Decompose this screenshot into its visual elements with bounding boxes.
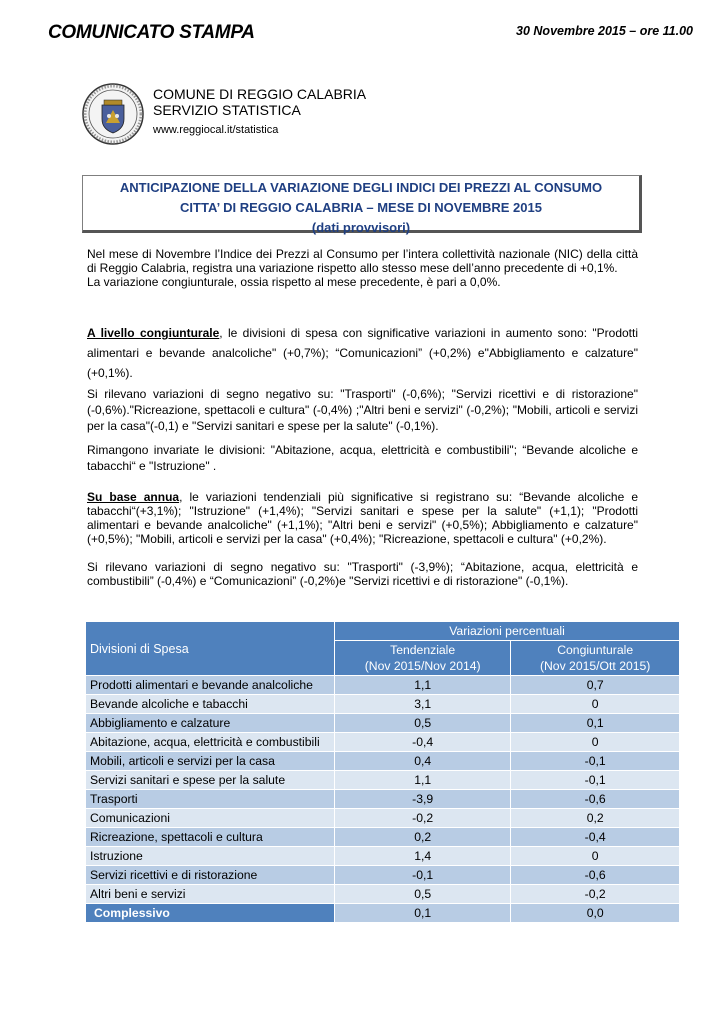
annua-label: Su base annua — [87, 490, 180, 504]
table-total-row — [86, 904, 680, 923]
division-cell: Mobili, articoli e servizi per la casa — [86, 752, 335, 771]
tendenziale-cell: -3,9 — [335, 790, 511, 809]
table-row — [86, 866, 680, 885]
congiunturale-label: A livello congiunturale — [87, 326, 220, 340]
table-row — [86, 771, 680, 790]
intro-section — [87, 247, 638, 289]
congiunturale-cell: -0,4 — [511, 828, 680, 847]
congiunturale-col-label: Congiunturale — [557, 643, 634, 657]
congiunturale-text: , le divisioni di spesa con significative variazioni in aumento sono: "Prodotti alimentari e bevande analcoliche" (+0,7%); “Comunicazioni” (+0,2%) e"Abbigliamento e calzature" (+0,1%). — [87, 326, 639, 380]
congiunturale-paragraph — [87, 323, 638, 383]
congiunturale-cell: -0,1 — [511, 752, 680, 771]
tendenziale-cell: 0,2 — [335, 828, 511, 847]
congiunturale-negative-paragraph: Si rilevano variazioni di segno negativo su: "Trasporti" (-0,6%); "Servizi ricettivi e di ristorazione" (-0,6%)."Ricreazione, spettacoli e cultura" (-0,4%) ;"Altri beni e servizi" (-0,2%); "Mobili, articoli e servizi per la casa"(-0,1) e "Servizi sanitari e spese per la salute" (-0,1%). — [87, 387, 638, 433]
column-header-congiunturale — [511, 641, 680, 676]
table-row — [86, 676, 680, 695]
division-cell: Istruzione — [86, 847, 335, 866]
annua-negative-paragraph: Si rilevano variazioni di segno negativo su: "Trasporti" (-3,9%); “Abitazione, acqua, elettricità e combustibili” (-0,4%) e “Comunicazioni” (-0,2%)e "Servizi ricettivi e di ristorazione" (-0,1%). — [87, 560, 638, 588]
table-row — [86, 847, 680, 866]
congiunturale-period: (Nov 2015/Ott 2015) — [539, 659, 651, 673]
tendenziale-period: (Nov 2015/Nov 2014) — [364, 659, 481, 673]
division-cell: Comunicazioni — [86, 809, 335, 828]
column-group-header: Variazioni percentuali — [335, 622, 680, 641]
table-row — [86, 695, 680, 714]
division-cell: Bevande alcoliche e tabacchi — [86, 695, 335, 714]
table-row — [86, 885, 680, 904]
organization-block — [153, 86, 366, 138]
table-row — [86, 790, 680, 809]
city-seal-icon — [82, 83, 144, 145]
table-row — [86, 752, 680, 771]
tendenziale-cell: -0,1 — [335, 866, 511, 885]
table-row — [86, 828, 680, 847]
division-cell: Servizi sanitari e spese per la salute — [86, 771, 335, 790]
annua-paragraph — [87, 490, 638, 546]
org-name: COMUNE DI REGGIO CALABRIA — [153, 86, 367, 102]
congiunturale-section — [87, 323, 638, 474]
page-title: COMUNICATO STAMPA — [48, 22, 255, 43]
total-tend-cell: 0,1 — [335, 904, 511, 923]
total-cong-cell: 0,0 — [511, 904, 680, 923]
congiunturale-cell: 0 — [511, 733, 680, 752]
congiunturale-cell: 0 — [511, 847, 680, 866]
division-cell: Abbigliamento e calzature — [86, 714, 335, 733]
congiunturale-cell: 0,1 — [511, 714, 680, 733]
price-variation-table — [85, 621, 680, 923]
division-cell: Ricreazione, spettacoli e cultura — [86, 828, 335, 847]
division-cell: Abitazione, acqua, elettricità e combustibili — [86, 733, 335, 752]
division-cell: Trasporti — [86, 790, 335, 809]
congiunturale-cell: -0,6 — [511, 790, 680, 809]
division-cell: Servizi ricettivi e di ristorazione — [86, 866, 335, 885]
table-row — [86, 733, 680, 752]
intro-paragraph: Nel mese di Novembre l’Indice dei Prezzi al Consumo per l’intera collettività nazionale (NIC) della città di Reggio Calabria, registra una variazione rispetto allo stesso mese dell’anno precedente di +0,1%. — [87, 247, 638, 275]
tendenziale-cell: 3,1 — [335, 695, 511, 714]
headline-line-1: ANTICIPAZIONE DELLA VARIAZIONE DEGLI INDICI DEI PREZZI AL CONSUMO — [119, 180, 603, 195]
table-row — [86, 809, 680, 828]
annua-section — [87, 490, 638, 588]
tendenziale-cell: 1,1 — [335, 771, 511, 790]
column-header-tendenziale — [335, 641, 511, 676]
congiunturale-cell: -0,1 — [511, 771, 680, 790]
annua-text: , le variazioni tendenziali più significative si registrano su: “Bevande alcoliche e tabacchi“(+3,1%); "Istruzione" (+1,4%); "Servizi sanitari e spese per la salute" (+1,1); "Prodotti alimentari e bevande analcoliche" (+1,1%); "Altri beni e servizi" (+0,5%); Abbigliamento e calzature" (+0,5%); "Mobili, articoli e servizi per la casa" (+0,4%); "Ricreazione, spettacoli e cultura" (+0,2%). — [87, 490, 638, 546]
tendenziale-cell: 1,4 — [335, 847, 511, 866]
division-cell: Prodotti alimentari e bevande analcoliche — [86, 676, 335, 695]
total-division-cell: Complessivo — [86, 904, 335, 923]
headline-line-3: (dati provvisori) — [311, 220, 411, 235]
intro-paragraph-monthly: La variazione congiunturale, ossia rispetto al mese precedente, è pari a 0,0%. — [87, 275, 501, 289]
tendenziale-label: Tendenziale — [390, 643, 456, 657]
headline-line-2: CITTA’ DI REGGIO CALABRIA – MESE DI NOVEMBRE 2015 — [180, 200, 542, 215]
division-cell: Altri beni e servizi — [86, 885, 335, 904]
release-date: 30 Novembre 2015 – ore 11.00 — [516, 24, 693, 38]
congiunturale-unchanged-paragraph: Rimangono invariate le divisioni: "Abitazione, acqua, elettricità e combustibili"; “Bevande alcoliche e tabacchi“ e "Istruzione" . — [87, 443, 638, 473]
congiunturale-cell: 0,7 — [511, 676, 680, 695]
tendenziale-cell: 0,5 — [335, 885, 511, 904]
tendenziale-cell: 1,1 — [335, 676, 511, 695]
tendenziale-cell: 0,5 — [335, 714, 511, 733]
congiunturale-cell: -0,2 — [511, 885, 680, 904]
congiunturale-cell: -0,6 — [511, 866, 680, 885]
org-department: SERVIZIO STATISTICA — [153, 102, 301, 118]
tendenziale-cell: -0,2 — [335, 809, 511, 828]
headline-box — [82, 175, 642, 233]
tendenziale-cell: -0,4 — [335, 733, 511, 752]
tendenziale-cell: 0,4 — [335, 752, 511, 771]
column-header-division: Divisioni di Spesa — [86, 622, 335, 676]
table-row — [86, 714, 680, 733]
table-group-header-row — [86, 622, 680, 641]
org-url-link[interactable]: www.reggiocal.it/statistica — [153, 124, 279, 136]
congiunturale-cell: 0 — [511, 695, 680, 714]
congiunturale-cell: 0,2 — [511, 809, 680, 828]
